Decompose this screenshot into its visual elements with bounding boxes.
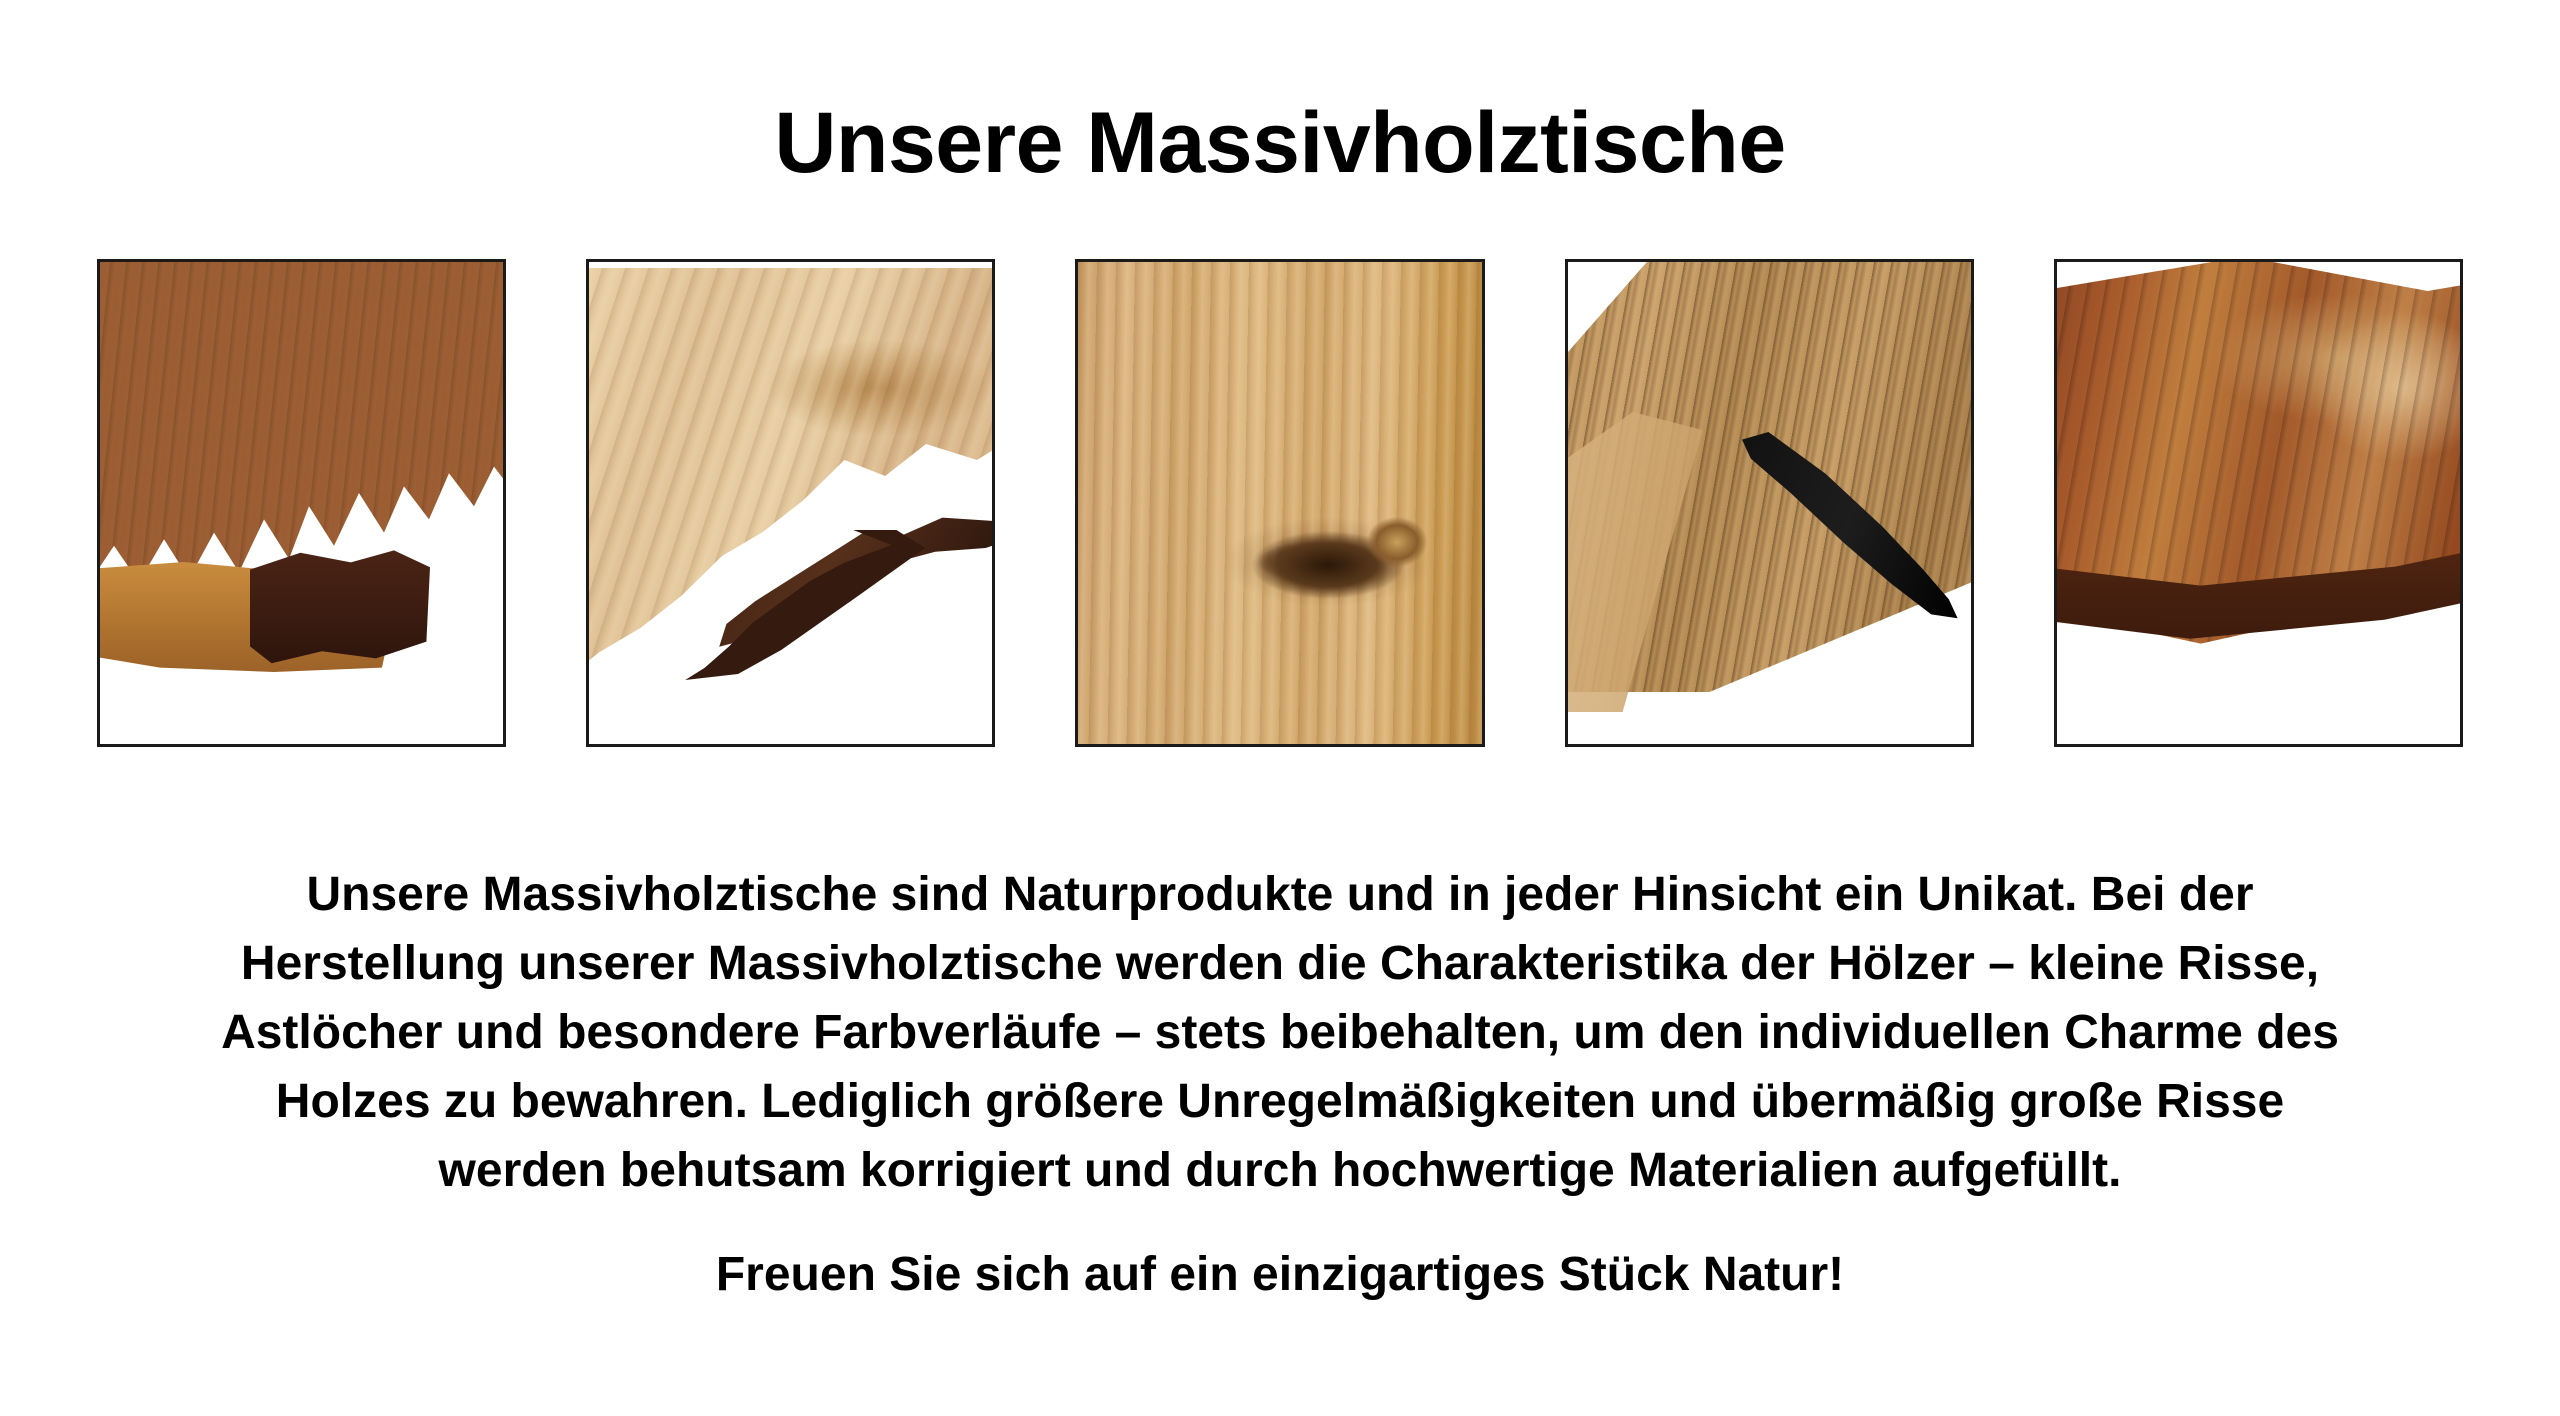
gallery-image-5 [2054, 259, 2463, 747]
photo-2-content [589, 262, 992, 744]
body-line-1: Unsere Massivholztische sind Naturprodukte und in jeder Hinsicht ein Unikat. Bei der [306, 868, 2254, 921]
wood-knot-highlight [1363, 512, 1433, 572]
closing-statement: Freuen Sie sich auf ein einzigartiges Stück Natur! [715, 1248, 1845, 1301]
body-line-3: Astlöcher und besondere Farbverläufe – stets beibehalten, um den individuellen Charme des [221, 1006, 2339, 1060]
body-paragraph [70, 860, 2490, 1206]
gallery-image-3 [1075, 259, 1484, 747]
photo-4-content [1568, 262, 1971, 744]
wood-edge-dark [250, 548, 430, 668]
wood-grain-texture [1078, 262, 1481, 744]
photo-5-content [2057, 262, 2460, 744]
photo-3-content [1078, 262, 1481, 744]
body-line-4: Holzes zu bewahren. Lediglich größere Unregelmäßigkeiten und übermäßig große Risse [275, 1075, 2285, 1129]
body-line-5: werden behutsam korrigiert und durch hochwertige Materialien aufgefüllt. [438, 1144, 2122, 1198]
body-line-2: Herstellung unserer Massivholztische werden die Charakteristika der Hölzer – kleine Risse, [240, 937, 2320, 991]
photo-1-content [100, 262, 503, 744]
gallery [57, 243, 2503, 733]
wood-grain-texture [100, 262, 503, 592]
gallery-image-2 [586, 259, 995, 747]
gallery-image-4 [1565, 259, 1974, 747]
gallery-image-1 [97, 259, 506, 747]
page-title: Unsere Massivholztische [774, 94, 1786, 191]
